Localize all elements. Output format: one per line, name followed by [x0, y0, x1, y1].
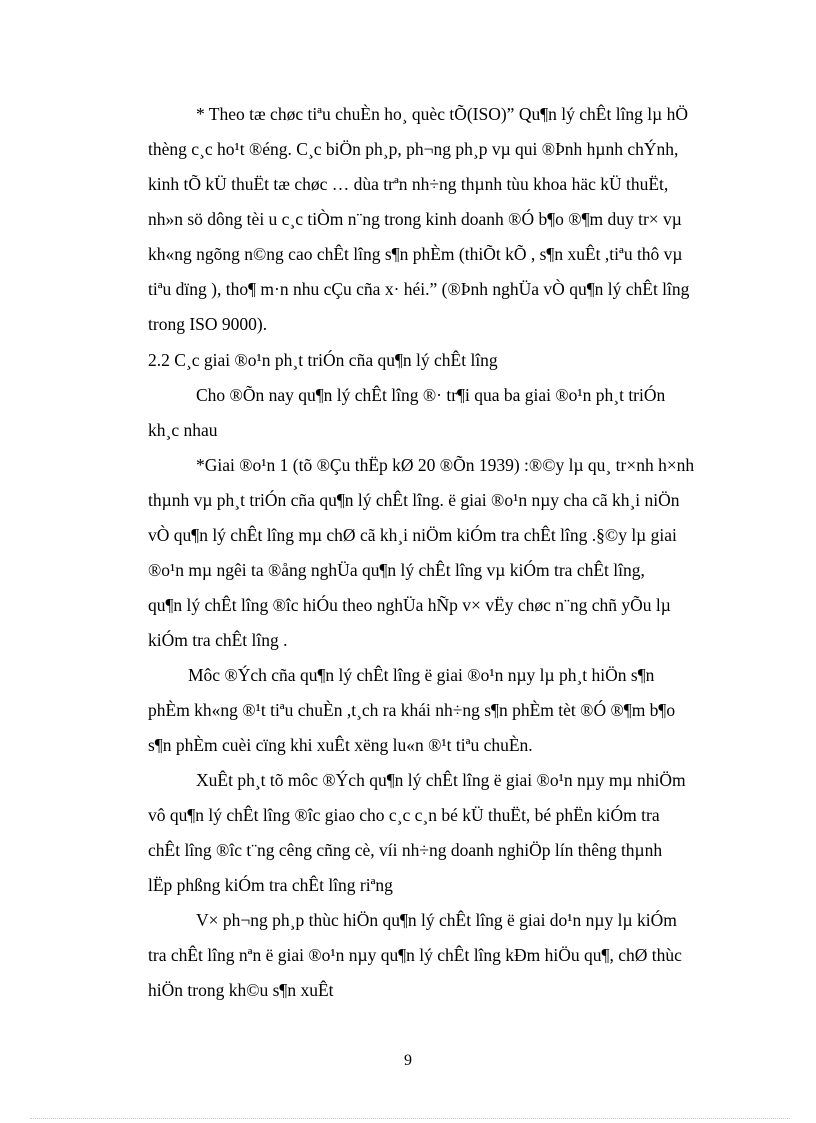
text-line: *Giai ®o¹n 1 (tõ ®Çu thËp kØ 20 ®Õn 1939) :®©y lµ qu¸ tr×nh h×nh	[196, 455, 695, 475]
text-line: tiªu dïng ), tho¶ m·n nhu cÇu cña x· héi.” (®Þnh nghÜa vÒ qu¶n lý chÊt lîng	[148, 279, 690, 299]
text-line: hiÖn trong kh©u s¶n xuÊt	[148, 980, 334, 1000]
section-body	[148, 378, 742, 1008]
text-line: * Theo tæ chøc tiªu chuÈn ho¸ quèc tÕ(ISO)” Qu¶n lý chÊt lîng lµ hÖ	[196, 104, 689, 124]
page-bottom-divider	[30, 1118, 790, 1119]
text-line: nh»n sö dông tèi u c¸c tiÒm n¨ng trong kinh doanh ®Ó b¶o ®¶m duy tr× vµ	[148, 209, 682, 229]
page-number: 9	[404, 1052, 412, 1069]
text-line: qu¶n lý chÊt lîng ®îc hiÓu theo nghÜa hÑp v× vËy chøc n¨ng chñ yÕu lµ	[148, 595, 671, 615]
text-line: ®o¹n mµ ngêi ta ®ång nghÜa qu¶n lý chÊt lîng vµ kiÓm tra chÊt lîng,	[148, 560, 645, 580]
text-line: kh«ng ngõng n©ng cao chÊt lîng s¶n phÈm (thiÕt kÕ , s¶n xuÊt ,tiªu thô vµ	[148, 244, 683, 264]
text-line: chÊt lîng ®îc t¨ng cêng cñng cè, víi nh÷ng doanh nghiÖp lín thêng thµnh	[148, 840, 663, 860]
section-heading: 2.2 C¸c giai ®o¹n ph¸t triÓn cña qu¶n lý chÊt lîng	[148, 350, 498, 370]
text-line: Môc ®Ých cña qu¶n lý chÊt lîng ë giai ®o¹n nµy lµ ph¸t hiÖn s¶n	[188, 665, 655, 685]
paragraph-iso-definition	[148, 97, 742, 342]
text-line: thèng c¸c ho¹t ®éng. C¸c biÖn ph¸p, ph¬ng ph¸p vµ qui ®Þnh hµnh chÝnh,	[148, 139, 679, 159]
text-line: vÒ qu¶n lý chÊt lîng mµ chØ cã kh¸i niÖm kiÓm tra chÊt lîng .§©y lµ giai	[148, 525, 677, 545]
text-line: V× ph¬ng ph¸p thùc hiÖn qu¶n lý chÊt lîng ë giai do¹n nµy lµ kiÓm	[196, 910, 677, 930]
text-line: tra chÊt lîng nªn ë giai ®o¹n nµy qu¶n lý chÊt lîng kÐm hiÖu qu¶, chØ thùc	[148, 945, 682, 965]
text-line: XuÊt ph¸t tõ môc ®Ých qu¶n lý chÊt lîng ë giai ®o¹n nµy mµ nhiÖm	[196, 770, 686, 790]
text-line: Cho ®Õn nay qu¶n lý chÊt lîng ®· tr¶i qua ba giai ®o¹n ph¸t triÓn	[196, 385, 666, 405]
text-line: vô qu¶n lý chÊt lîng ®îc giao cho c¸c c¸n bé kÜ thuËt, bé phËn kiÓm tra	[148, 805, 660, 825]
text-line: kiÓm tra chÊt lîng .	[148, 630, 288, 650]
text-line: trong ISO 9000).	[148, 314, 268, 334]
text-line: s¶n phÈm cuèi cïng khi xuÊt xëng lu«n ®¹t tiªu chuÈn.	[148, 735, 533, 755]
section-2-2	[148, 343, 742, 1008]
text-line: lËp phßng kiÓm tra chÊt lîng riªng	[148, 875, 393, 895]
text-line: kh¸c nhau	[148, 420, 218, 440]
text-line: kinh tÕ kÜ thuËt tæ chøc … dùa trªn nh÷ng thµnh tùu khoa häc kÜ thuËt,	[148, 174, 669, 194]
text-line: thµnh vµ ph¸t triÓn cña qu¶n lý chÊt lîng. ë giai ®o¹n nµy cha cã kh¸i niÖn	[148, 490, 680, 510]
text-line: phÈm kh«ng ®¹t tiªu chuÈn ,t¸ch ra khái nh÷ng s¶n phÈm tèt ®Ó ®¶m b¶o	[148, 700, 676, 720]
